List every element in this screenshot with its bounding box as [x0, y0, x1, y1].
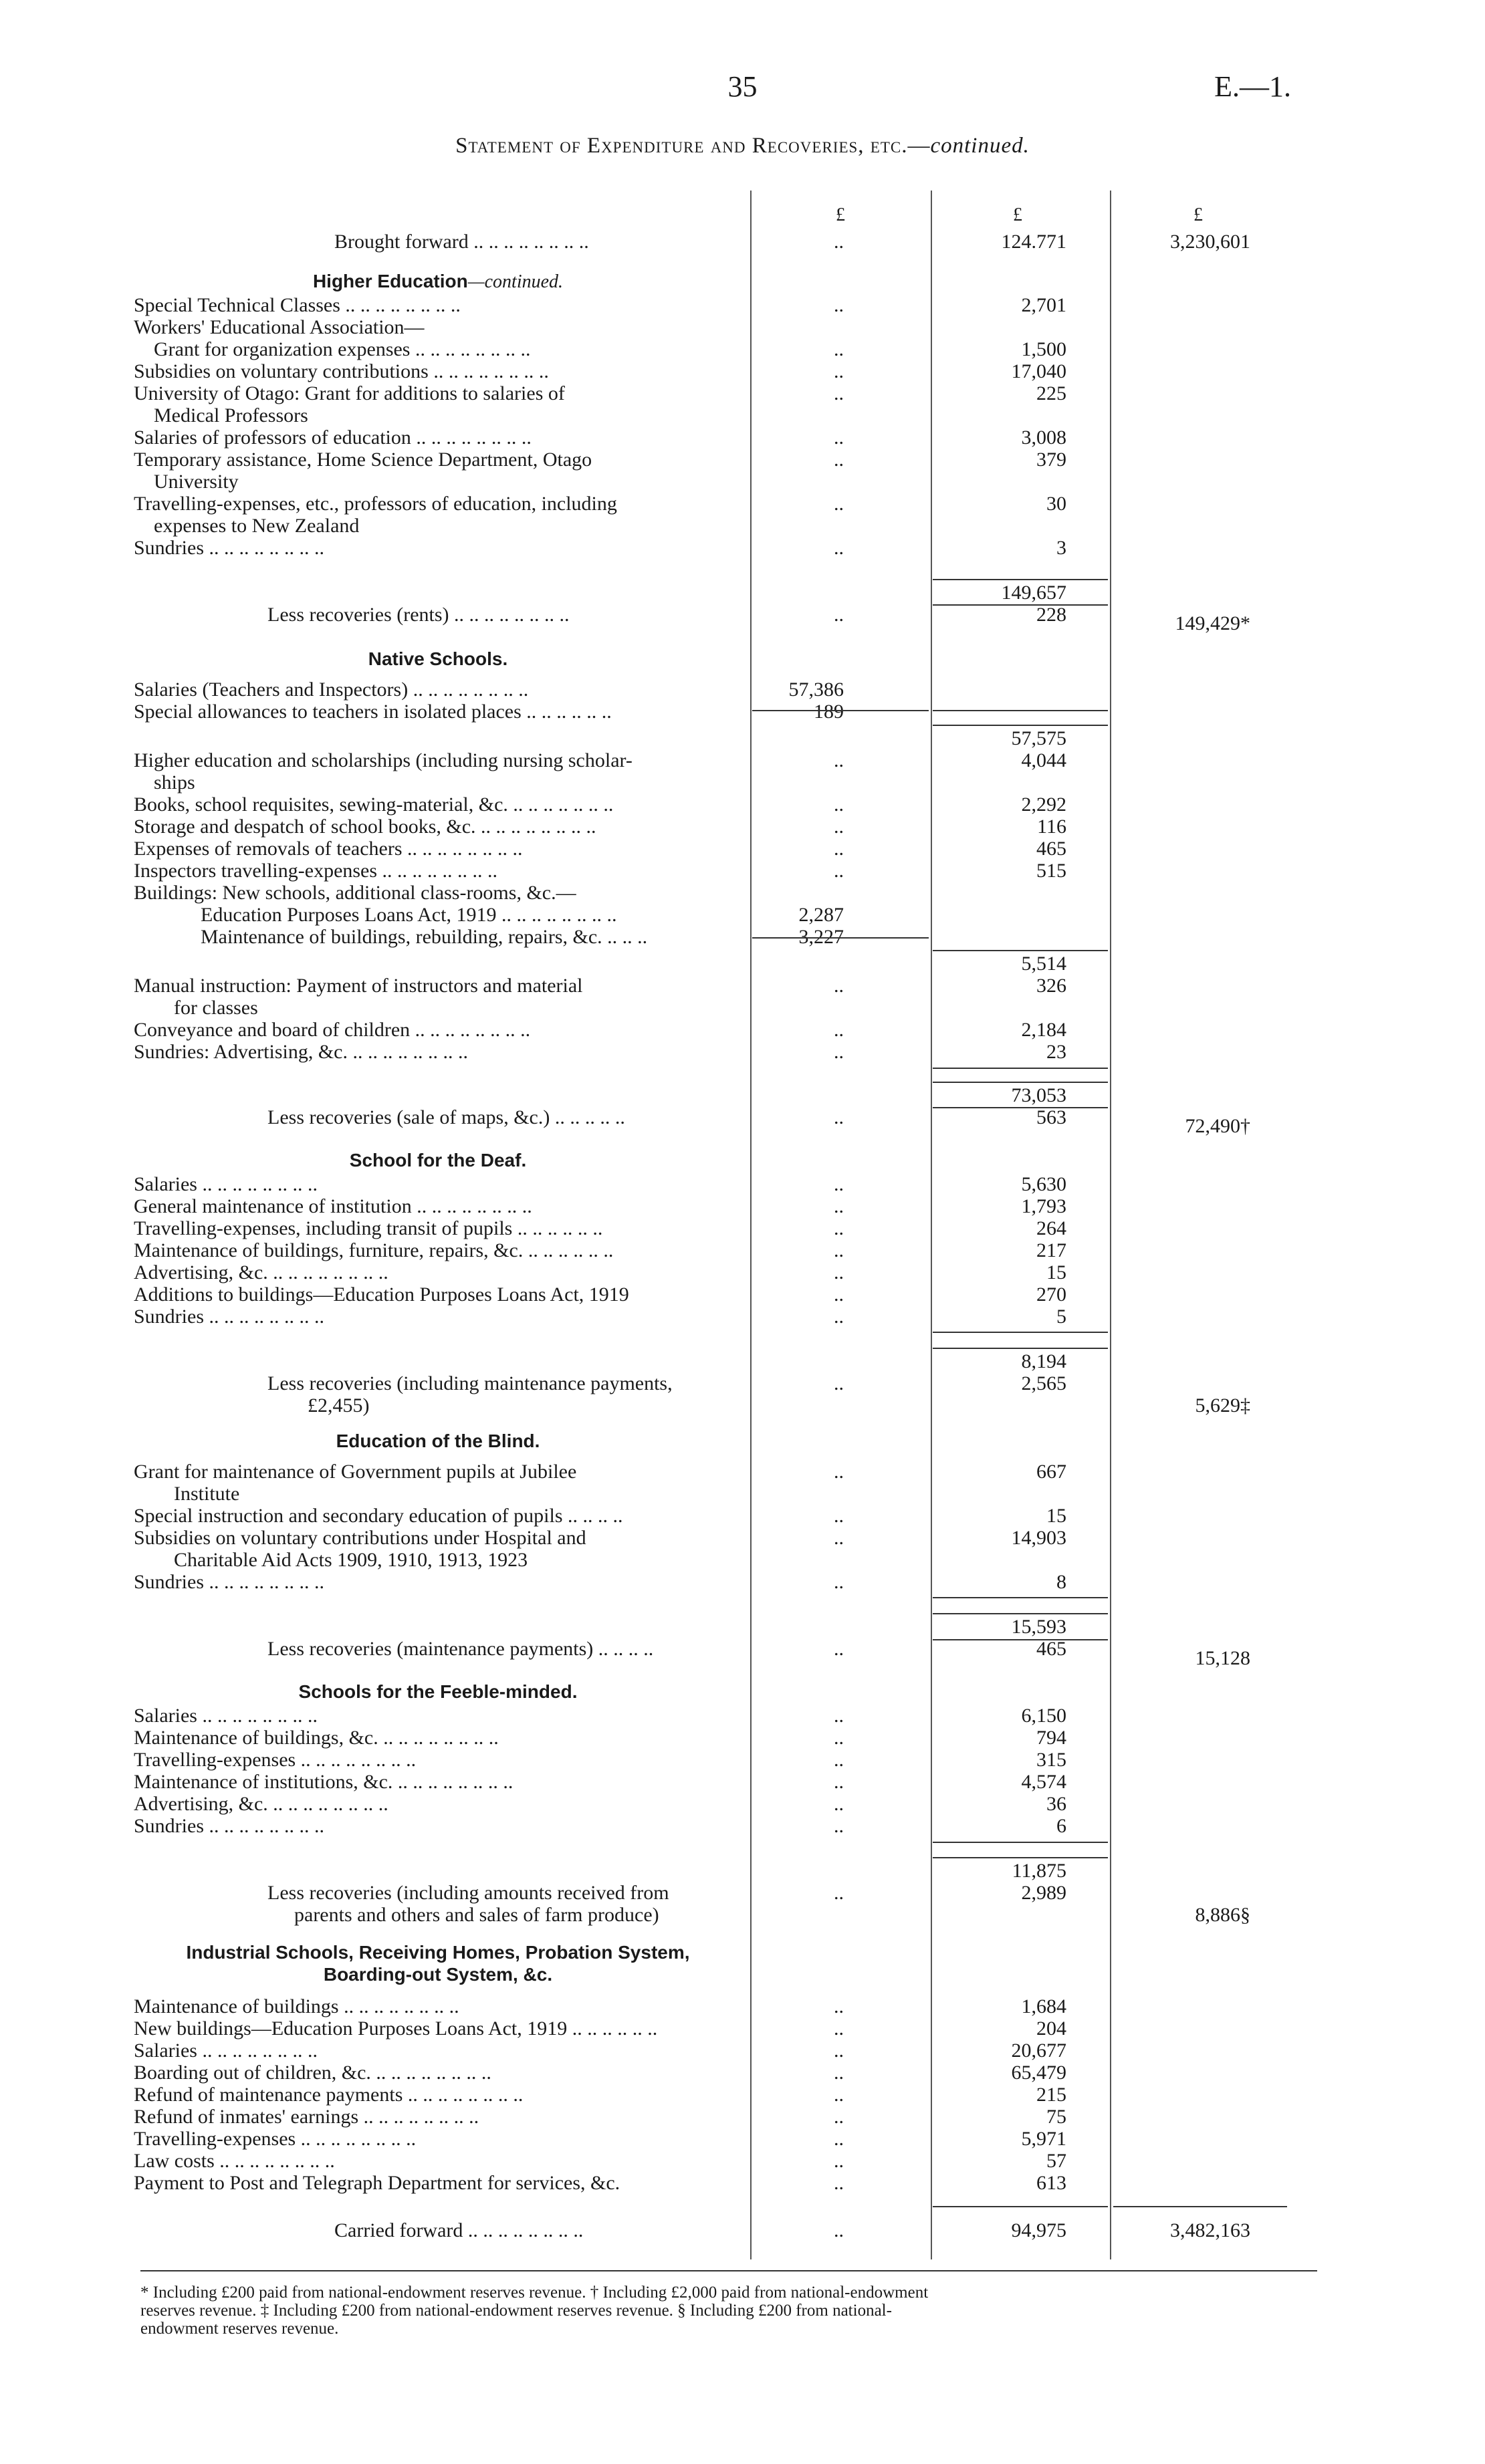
column-3-value: 3,482,163 — [1170, 2219, 1250, 2241]
row-label: Maintenance of buildings, furniture, repairs, &c. .. .. .. .. .. .. — [134, 1239, 614, 1261]
column-1-value: .. — [834, 1571, 844, 1593]
row-label: Travelling-expenses, etc., professors of education, including — [134, 493, 617, 515]
footnote-line: reserves revenue. ‡ Including £200 from national-endowment reserves revenue. § Including £200 from national- — [140, 2302, 892, 2320]
section-heading: School for the Deaf. — [349, 1150, 527, 1171]
column-1-value: .. — [834, 1749, 844, 1771]
footnote-rule — [140, 2270, 1317, 2271]
row-label: ships — [154, 771, 195, 793]
column-2-value: 14,903 — [1011, 1527, 1066, 1549]
column-2-value: 23 — [1046, 1041, 1066, 1063]
column-1-value: .. — [834, 1217, 844, 1239]
column-2-value: 270 — [1036, 1283, 1066, 1306]
document-code: E.—1. — [1214, 70, 1291, 103]
subtotal-rule — [933, 950, 1108, 951]
column-1-value: .. — [834, 1638, 844, 1660]
row-label: Travelling-expenses, including transit of pupils .. .. .. .. .. .. — [134, 1217, 603, 1239]
column-2-value: 17,040 — [1011, 360, 1066, 382]
column-1-value: .. — [834, 2084, 844, 2106]
column-2-value: 1,793 — [1021, 1195, 1066, 1217]
row-label: Special Technical Classes .. .. .. .. .. .. .. .. — [134, 294, 461, 316]
column-1-value: .. — [834, 382, 844, 404]
column-1-value: 2,287 — [798, 904, 844, 926]
row-label: Sundries .. .. .. .. .. .. .. .. — [134, 1815, 324, 1837]
column-2-value: 75 — [1046, 2106, 1066, 2128]
column-2-value: 326 — [1036, 975, 1066, 997]
column-3-value: 5,629‡ — [1195, 1394, 1250, 1416]
row-label: Maintenance of buildings, &c. .. .. .. .. .. .. .. .. — [134, 1727, 499, 1749]
column-2-value: 15,593 — [1011, 1616, 1066, 1638]
subtotal-rule — [933, 1857, 1108, 1858]
currency-header-1: £ — [836, 205, 845, 225]
column-1-value: .. — [834, 1306, 844, 1328]
column-2-value: 667 — [1036, 1461, 1066, 1483]
row-label: Less recoveries (sale of maps, &c.) .. .. .. .. .. — [267, 1106, 625, 1128]
column-1-value: .. — [834, 1793, 844, 1815]
column-2-value: 2,184 — [1021, 1019, 1066, 1041]
row-label: Less recoveries (including maintenance payments, — [267, 1372, 673, 1394]
column-3-value: 149,429* — [1175, 612, 1250, 634]
column-2-value: 1,500 — [1021, 338, 1066, 360]
column-1-value: .. — [834, 1283, 844, 1306]
row-label: Manual instruction: Payment of instructors and material — [134, 975, 583, 997]
row-label: Higher education and scholarships (including nursing scholar- — [134, 749, 633, 771]
row-label: Subsidies on voluntary contributions .. .. .. .. .. .. .. .. — [134, 360, 549, 382]
column-2-value: 57,575 — [1011, 727, 1066, 749]
row-label: Inspectors travelling-expenses .. .. .. .. .. .. .. .. — [134, 860, 498, 882]
heading-continued: —continued. — [467, 271, 564, 292]
subtotal-rule — [933, 1082, 1108, 1083]
row-label: Salaries .. .. .. .. .. .. .. .. — [134, 2040, 318, 2062]
row-label: Subsidies on voluntary contributions under Hospital and — [134, 1527, 586, 1549]
column-2-value: 465 — [1036, 1638, 1066, 1660]
column-2-value: 217 — [1036, 1239, 1066, 1261]
total-rule — [933, 604, 1108, 606]
column-1-value: .. — [834, 338, 844, 360]
column-2-value: 264 — [1036, 1217, 1066, 1239]
row-label: Grant for organization expenses .. .. .. .. .. .. .. .. — [154, 338, 531, 360]
column-1-value: .. — [834, 449, 844, 471]
column-divider — [1110, 191, 1111, 2259]
row-label: Less recoveries (including amounts received from — [267, 1882, 669, 1904]
row-label: Refund of maintenance payments .. .. .. .. .. .. .. .. — [134, 2084, 524, 2106]
column-2-value: 515 — [1036, 860, 1066, 882]
column-2-value: 20,677 — [1011, 2040, 1066, 2062]
total-rule — [933, 1639, 1108, 1640]
row-label: Charitable Aid Acts 1909, 1910, 1913, 1923 — [174, 1549, 528, 1571]
footnote-line: endowment reserves revenue. — [140, 2320, 339, 2338]
table-rule — [933, 1842, 1108, 1843]
column-1-value: .. — [834, 2040, 844, 2062]
section-heading: Higher Education—continued. — [312, 271, 564, 292]
section-heading: Boarding-out System, &c. — [323, 1964, 553, 1985]
page-number: 35 — [727, 70, 758, 103]
column-2-value: 6,150 — [1021, 1705, 1066, 1727]
column-2-value: 204 — [1036, 2017, 1066, 2040]
footnote-line: * Including £200 paid from national-endowment reserves revenue. † Including £2,000 paid from national-endowment — [140, 2284, 929, 2302]
row-label: Temporary assistance, Home Science Department, Otago — [134, 449, 592, 471]
column-2-value: 6 — [1056, 1815, 1066, 1837]
column-1-value: .. — [834, 2017, 844, 2040]
column-1-value: .. — [834, 1995, 844, 2017]
table-rule — [933, 1332, 1108, 1333]
column-2-value: 3 — [1056, 537, 1066, 559]
column-1-value: .. — [834, 816, 844, 838]
row-label: Salaries (Teachers and Inspectors) .. .. .. .. .. .. .. .. — [134, 679, 529, 701]
column-2-value: 4,044 — [1021, 749, 1066, 771]
row-label: Expenses of removals of teachers .. .. .. .. .. .. .. .. — [134, 838, 523, 860]
column-1-value: .. — [834, 749, 844, 771]
column-2-value: 94,975 — [1011, 2219, 1066, 2241]
column-2-value: 613 — [1036, 2172, 1066, 2194]
row-label: Salaries of professors of education .. .. .. .. .. .. .. .. — [134, 426, 532, 449]
column-1-value: .. — [834, 1705, 844, 1727]
column-3-value: 72,490† — [1185, 1115, 1250, 1137]
row-label: Maintenance of buildings, rebuilding, repairs, &c. .. .. .. — [201, 926, 648, 948]
column-1-value: .. — [834, 1041, 844, 1063]
column-1-value: 189 — [814, 701, 844, 723]
row-label: Grant for maintenance of Government pupils at Jubilee — [134, 1461, 577, 1483]
column-2-value: 225 — [1036, 382, 1066, 404]
column-1-value: .. — [834, 604, 844, 626]
column-2-value: 124.771 — [1001, 231, 1066, 253]
subtotal-rule — [933, 579, 1108, 580]
section-heading: Schools for the Feeble-minded. — [298, 1681, 578, 1702]
currency-header-2: £ — [1013, 205, 1022, 225]
column-1-value: .. — [834, 1106, 844, 1128]
column-2-value: 5 — [1056, 1306, 1066, 1328]
column-2-value: 2,701 — [1021, 294, 1066, 316]
column-2-value: 65,479 — [1011, 2062, 1066, 2084]
column-2-value: 15 — [1046, 1505, 1066, 1527]
row-label: Payment to Post and Telegraph Department for services, &c. — [134, 2172, 620, 2194]
row-label: Sundries .. .. .. .. .. .. .. .. — [134, 1306, 324, 1328]
row-label: Travelling-expenses .. .. .. .. .. .. .. .. — [134, 1749, 417, 1771]
column-1-value: .. — [834, 1173, 844, 1195]
column-2-value: 11,875 — [1012, 1860, 1066, 1882]
row-label: Education Purposes Loans Act, 1919 .. .. .. .. .. .. .. .. — [201, 904, 617, 926]
table-rule — [933, 1068, 1108, 1069]
column-2-value: 3,008 — [1021, 426, 1066, 449]
row-label: Law costs .. .. .. .. .. .. .. .. — [134, 2150, 335, 2172]
column-2-value: 5,514 — [1021, 953, 1066, 975]
subtotal-rule — [933, 1613, 1108, 1614]
column-2-value: 8,194 — [1021, 1350, 1066, 1372]
column-1-value: .. — [834, 793, 844, 816]
column-2-value: 149,657 — [1001, 582, 1066, 604]
column-1-value: .. — [834, 2219, 844, 2241]
row-label: Carried forward .. .. .. .. .. .. .. .. — [334, 2219, 584, 2241]
row-label: Workers' Educational Association— — [134, 316, 425, 338]
row-label: Books, school requisites, sewing-material, &c. .. .. .. .. .. .. .. — [134, 793, 614, 816]
row-label: General maintenance of institution .. .. .. .. .. .. .. .. — [134, 1195, 532, 1217]
column-2-value: 228 — [1036, 604, 1066, 626]
column-1-value: .. — [834, 2106, 844, 2128]
column-3-value: 3,230,601 — [1170, 231, 1250, 253]
column-1-value: .. — [834, 975, 844, 997]
row-label: Brought forward .. .. .. .. .. .. .. .. — [334, 231, 589, 253]
row-label: Travelling-expenses .. .. .. .. .. .. .. .. — [134, 2128, 417, 2150]
column-2-value: 8 — [1056, 1571, 1066, 1593]
row-label: Storage and despatch of school books, &c. .. .. .. .. .. .. .. .. — [134, 816, 596, 838]
column-3-value: 15,128 — [1195, 1647, 1250, 1669]
table-rule — [1113, 2206, 1287, 2207]
subtotal-rule — [933, 725, 1108, 726]
column-2-value: 563 — [1036, 1106, 1066, 1128]
row-label: for classes — [174, 997, 258, 1019]
column-1-value: 3,227 — [798, 926, 844, 948]
row-label: Salaries .. .. .. .. .. .. .. .. — [134, 1705, 318, 1727]
table-rule — [752, 937, 929, 939]
row-label: Sundries .. .. .. .. .. .. .. .. — [134, 1571, 324, 1593]
column-2-value: 2,292 — [1021, 793, 1066, 816]
column-1-value: .. — [834, 1505, 844, 1527]
column-2-value: 57 — [1046, 2150, 1066, 2172]
row-label: University of Otago: Grant for additions to salaries of — [134, 382, 565, 404]
column-1-value: .. — [834, 231, 844, 253]
column-1-value: .. — [834, 1815, 844, 1837]
column-2-value: 2,565 — [1021, 1372, 1066, 1394]
row-label: Institute — [174, 1483, 240, 1505]
column-2-value: 73,053 — [1011, 1084, 1066, 1106]
column-2-value: 36 — [1046, 1793, 1066, 1815]
title-main: Statement of Expenditure and Recoveries, etc.— — [455, 134, 931, 158]
row-label: expenses to New Zealand — [154, 515, 360, 537]
column-2-value: 215 — [1036, 2084, 1066, 2106]
row-label: Special allowances to teachers in isolated places .. .. .. .. .. .. — [134, 701, 612, 723]
title-suffix: continued. — [930, 134, 1030, 158]
row-label: Boarding out of children, &c. .. .. .. .. .. .. .. .. — [134, 2062, 491, 2084]
column-1-value: .. — [834, 2062, 844, 2084]
row-label: Additions to buildings—Education Purposes Loans Act, 1919 — [134, 1283, 629, 1306]
row-label: £2,455) — [308, 1394, 370, 1416]
column-1-value: .. — [834, 2150, 844, 2172]
column-1-value: .. — [834, 360, 844, 382]
column-1-value: .. — [834, 1771, 844, 1793]
column-1-value: .. — [834, 2172, 844, 2194]
column-2-value: 794 — [1036, 1727, 1066, 1749]
column-2-value: 465 — [1036, 838, 1066, 860]
column-1-value: .. — [834, 1261, 844, 1283]
currency-header-3: £ — [1193, 205, 1203, 225]
column-1-value: 57,386 — [788, 679, 844, 701]
column-1-value: .. — [834, 1019, 844, 1041]
column-1-value: .. — [834, 1239, 844, 1261]
column-2-value: 30 — [1046, 493, 1066, 515]
row-label: Buildings: New schools, additional class-rooms, &c.— — [134, 882, 576, 904]
row-label: University — [154, 471, 239, 493]
column-2-value: 4,574 — [1021, 1771, 1066, 1793]
column-1-value: .. — [834, 294, 844, 316]
section-heading: Education of the Blind. — [336, 1431, 540, 1451]
row-label: Conveyance and board of children .. .. .. .. .. .. .. .. — [134, 1019, 531, 1041]
total-rule — [933, 1107, 1108, 1108]
row-label: Special instruction and secondary education of pupils .. .. .. .. — [134, 1505, 623, 1527]
row-label: Sundries: Advertising, &c. .. .. .. .. .. .. .. .. — [134, 1041, 468, 1063]
column-1-value: .. — [834, 1461, 844, 1483]
column-1-value: .. — [834, 1372, 844, 1394]
row-label: Maintenance of institutions, &c. .. .. .. .. .. .. .. .. — [134, 1771, 513, 1793]
section-heading: Industrial Schools, Receiving Homes, Probation System, — [186, 1942, 690, 1963]
row-label: New buildings—Education Purposes Loans Act, 1919 .. .. .. .. .. .. — [134, 2017, 658, 2040]
row-label: Sundries .. .. .. .. .. .. .. .. — [134, 537, 324, 559]
column-1-value: .. — [834, 1195, 844, 1217]
section-heading: Native Schools. — [368, 648, 508, 669]
table-rule — [933, 2206, 1108, 2207]
row-label: parents and others and sales of farm produce) — [294, 1904, 659, 1926]
column-1-value: .. — [834, 1527, 844, 1549]
subtotal-rule — [933, 1348, 1108, 1349]
column-1-value: .. — [834, 537, 844, 559]
column-2-value: 1,684 — [1021, 1995, 1066, 2017]
column-2-value: 2,989 — [1021, 1882, 1066, 1904]
column-1-value: .. — [834, 2128, 844, 2150]
column-1-value: .. — [834, 426, 844, 449]
column-1-value: .. — [834, 1882, 844, 1904]
row-label: Advertising, &c. .. .. .. .. .. .. .. .. — [134, 1261, 388, 1283]
column-2-value: 116 — [1037, 816, 1066, 838]
column-2-value: 15 — [1046, 1261, 1066, 1283]
column-1-value: .. — [834, 1727, 844, 1749]
row-label: Refund of inmates' earnings .. .. .. .. .. .. .. .. — [134, 2106, 479, 2128]
column-1-value: .. — [834, 838, 844, 860]
column-2-value: 5,630 — [1021, 1173, 1066, 1195]
column-1-value: .. — [834, 493, 844, 515]
row-label: Maintenance of buildings .. .. .. .. .. .. .. .. — [134, 1995, 459, 2017]
table-rule — [933, 1597, 1108, 1598]
column-2-value: 5,971 — [1021, 2128, 1066, 2150]
column-2-value: 379 — [1036, 449, 1066, 471]
column-3-value: 8,886§ — [1195, 1904, 1250, 1926]
footnotes — [140, 2284, 1317, 2338]
row-label: Less recoveries (rents) .. .. .. .. .. .. .. .. — [267, 604, 570, 626]
row-label: Medical Professors — [154, 404, 308, 426]
table-rule — [933, 710, 1108, 711]
row-label: Less recoveries (maintenance payments) .. .. .. .. — [267, 1638, 654, 1660]
column-2-value: 315 — [1036, 1749, 1066, 1771]
column-1-value: .. — [834, 860, 844, 882]
table-rule — [752, 710, 929, 711]
row-label: Salaries .. .. .. .. .. .. .. .. — [134, 1173, 318, 1195]
row-label: Advertising, &c. .. .. .. .. .. .. .. .. — [134, 1793, 388, 1815]
